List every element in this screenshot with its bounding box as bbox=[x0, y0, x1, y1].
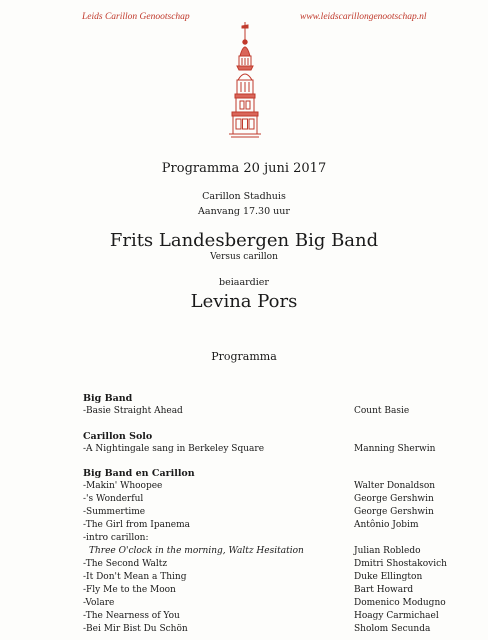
carillon-tower-icon bbox=[226, 20, 264, 140]
composer-name: George Gershwin bbox=[354, 507, 434, 517]
piece-title: -Fly Me to the Moon bbox=[83, 585, 176, 595]
piece-title: -Volare bbox=[83, 598, 115, 608]
piece-title: -Bei Mir Bist Du Schön bbox=[83, 624, 188, 634]
section-title: Big Band bbox=[83, 393, 133, 404]
piece-title: -Makin' Whoopee bbox=[83, 481, 163, 491]
piece-title: -The Nearness of You bbox=[83, 611, 180, 621]
section-title: Big Band en Carillon bbox=[83, 468, 195, 479]
section-title: Carillon Solo bbox=[83, 431, 153, 442]
band-name: Frits Landesbergen Big Band bbox=[109, 230, 379, 251]
role-label: beiaardier bbox=[219, 277, 269, 288]
start-time: Aanvang 17.30 uur bbox=[198, 206, 290, 217]
org-name: Leids Carillon Genootschap bbox=[82, 12, 190, 22]
composer-name: Antônio Jobim bbox=[354, 520, 419, 530]
performer-name: Levina Pors bbox=[190, 291, 298, 312]
program-date: Programma 20 juni 2017 bbox=[161, 161, 327, 176]
program-row bbox=[83, 480, 443, 493]
website-link[interactable]: www.leidscarillongenootschap.nl bbox=[300, 12, 427, 22]
program-row bbox=[83, 610, 443, 623]
program-row bbox=[83, 405, 443, 418]
composer-name: Julian Robledo bbox=[354, 546, 421, 556]
program-row bbox=[83, 545, 443, 558]
versus-label: Versus carillon bbox=[210, 252, 278, 262]
program-row bbox=[83, 597, 446, 610]
piece-title: -Summertime bbox=[83, 507, 146, 517]
composer-name: Manning Sherwin bbox=[354, 444, 436, 454]
composer-name: Duke Ellington bbox=[354, 572, 423, 582]
piece-title: -Basie Straight Ahead bbox=[83, 406, 183, 416]
piece-title: -A Nightingale sang in Berkeley Square bbox=[83, 444, 265, 454]
program-row bbox=[83, 558, 447, 571]
piece-title: -The Girl from Ipanema bbox=[83, 520, 190, 530]
piece-title: -'s Wonderful bbox=[83, 494, 144, 504]
program-row bbox=[83, 519, 443, 532]
program-heading: Programma bbox=[211, 350, 277, 363]
composer-name: Sholom Secunda bbox=[354, 624, 431, 634]
program-row bbox=[83, 532, 443, 545]
program-row bbox=[83, 443, 443, 456]
program-row bbox=[83, 584, 443, 597]
program-row bbox=[83, 623, 443, 636]
composer-name: Domenico Modugno bbox=[354, 598, 446, 608]
program-row bbox=[83, 571, 443, 584]
composer-name: George Gershwin bbox=[354, 494, 434, 504]
program-row bbox=[83, 493, 443, 506]
piece-title: -The Second Waltz bbox=[83, 559, 168, 569]
composer-name: Dmitri Shostakovich bbox=[354, 559, 447, 569]
composer-name: Hoagy Carmichael bbox=[354, 611, 439, 621]
program-row bbox=[83, 506, 443, 519]
composer-name: Walter Donaldson bbox=[354, 481, 436, 491]
composer-name: Count Basie bbox=[354, 406, 410, 416]
piece-title: -It Don't Mean a Thing bbox=[83, 572, 187, 582]
location: Carillon Stadhuis bbox=[202, 191, 286, 202]
piece-title: Three O'clock in the morning, Waltz Hesitation bbox=[89, 546, 304, 556]
piece-title: -intro carillon: bbox=[83, 533, 149, 543]
composer-name: Bart Howard bbox=[354, 585, 414, 595]
